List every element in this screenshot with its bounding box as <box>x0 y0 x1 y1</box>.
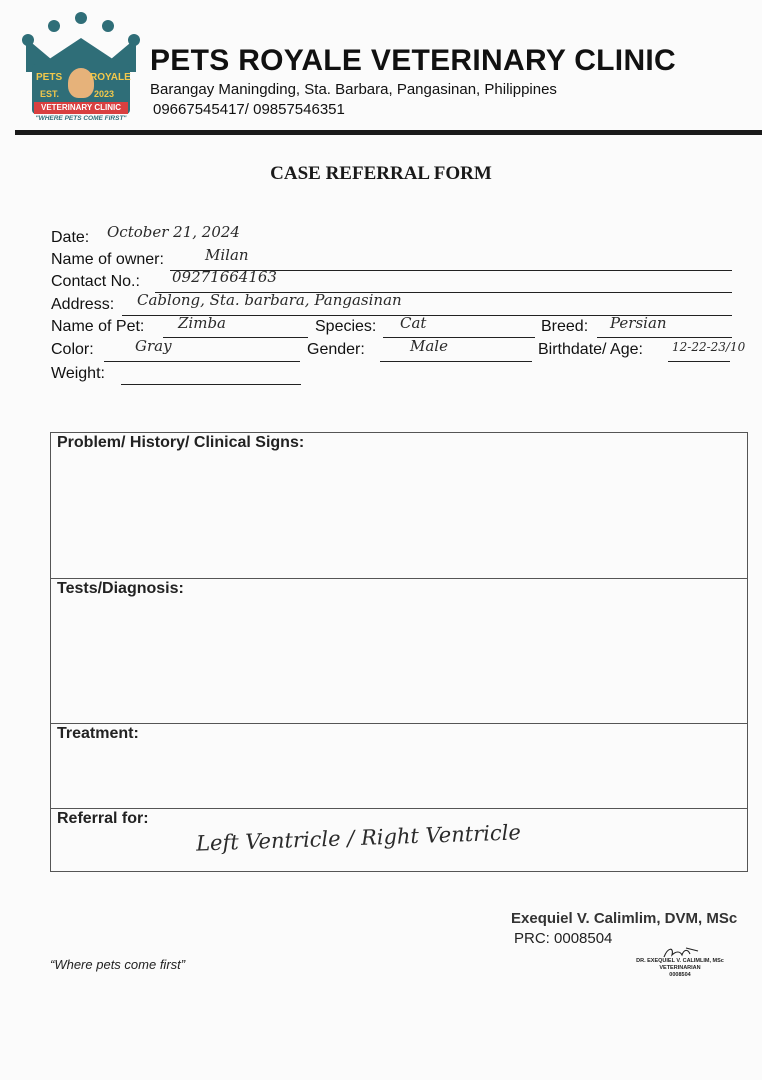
problem-field[interactable] <box>60 458 740 568</box>
weight-label: Weight: <box>51 365 105 382</box>
referral-section-title: Referral for: <box>57 810 149 827</box>
gender-line <box>380 361 532 362</box>
form-title: CASE REFERRAL FORM <box>270 163 492 184</box>
treatment-section-title: Treatment: <box>57 725 139 742</box>
birthdate-label: Birthdate/ Age: <box>538 341 643 358</box>
treatment-field[interactable] <box>60 748 740 802</box>
clinic-name: PETS ROYALE VETERINARY CLINIC <box>150 44 677 77</box>
crown-jewel-icon <box>102 20 114 32</box>
clinic-phone: 09667545417/ 09857546351 <box>153 101 345 118</box>
breed-value[interactable]: Persian <box>610 314 667 332</box>
gender-value[interactable]: Male <box>410 337 448 355</box>
header-divider <box>15 130 762 135</box>
logo-word-right: ROYALE <box>90 72 131 83</box>
signature-stamp <box>628 945 732 983</box>
veterinarian-prc: PRC: 0008504 <box>514 930 613 947</box>
section-divider <box>50 578 747 579</box>
date-label: Date: <box>51 229 90 246</box>
color-value[interactable]: Gray <box>135 337 172 355</box>
gender-label: Gender: <box>307 341 365 358</box>
address-value[interactable]: Cablong, Sta. barbara, Pangasinan <box>137 291 402 309</box>
weight-line <box>121 384 301 385</box>
stamp-name: DR. EXEQUIEL V. CALIMLIM, MSc <box>636 958 724 964</box>
date-value[interactable]: October 21, 2024 <box>107 223 240 241</box>
breed-label: Breed: <box>541 318 589 335</box>
contact-value[interactable]: 09271664163 <box>172 268 277 286</box>
logo-tagline: "WHERE PETS COME FIRST" <box>35 115 127 122</box>
clinic-logo <box>18 12 144 124</box>
clinic-address: Barangay Maningding, Sta. Barbara, Pangasinan, Philippines <box>150 81 557 98</box>
logo-year: 2023 <box>94 89 115 99</box>
pet-name-label: Name of Pet: <box>51 318 145 335</box>
referral-value[interactable]: Left Ventricle / Right Ventricle <box>195 820 522 856</box>
owner-label: Name of owner: <box>51 251 164 268</box>
veterinarian-name: Exequiel V. Calimlim, DVM, MSc <box>511 910 738 927</box>
crown-jewel-icon <box>48 20 60 32</box>
crown-jewel-icon <box>75 12 87 24</box>
birthdate-line <box>668 361 730 362</box>
logo-word-left: PETS <box>36 72 63 83</box>
species-label: Species: <box>315 318 377 335</box>
birthdate-value[interactable]: 12-22-23/10 <box>672 340 746 354</box>
pet-name-value[interactable]: Zimba <box>178 314 226 332</box>
contact-label: Contact No.: <box>51 273 140 290</box>
logo-band: VETERINARY CLINIC <box>34 102 128 114</box>
logo-est: EST. <box>40 89 60 99</box>
clinic-motto: “Where pets come first” <box>50 957 186 972</box>
pet-name-line <box>163 337 308 338</box>
color-label: Color: <box>51 341 94 358</box>
stamp-number: 0008504 <box>669 972 691 978</box>
stamp-title: VETERINARIAN <box>659 965 701 971</box>
owner-value[interactable]: Milan <box>205 246 249 264</box>
species-line <box>383 337 535 338</box>
problem-section-title: Problem/ History/ Clinical Signs: <box>57 434 305 451</box>
section-divider <box>50 808 747 809</box>
species-value[interactable]: Cat <box>400 314 427 332</box>
breed-line <box>597 337 732 338</box>
tests-field[interactable] <box>60 604 740 714</box>
color-line <box>104 361 300 362</box>
tests-section-title: Tests/Diagnosis: <box>57 580 184 597</box>
section-divider <box>50 723 747 724</box>
address-label: Address: <box>51 296 115 313</box>
